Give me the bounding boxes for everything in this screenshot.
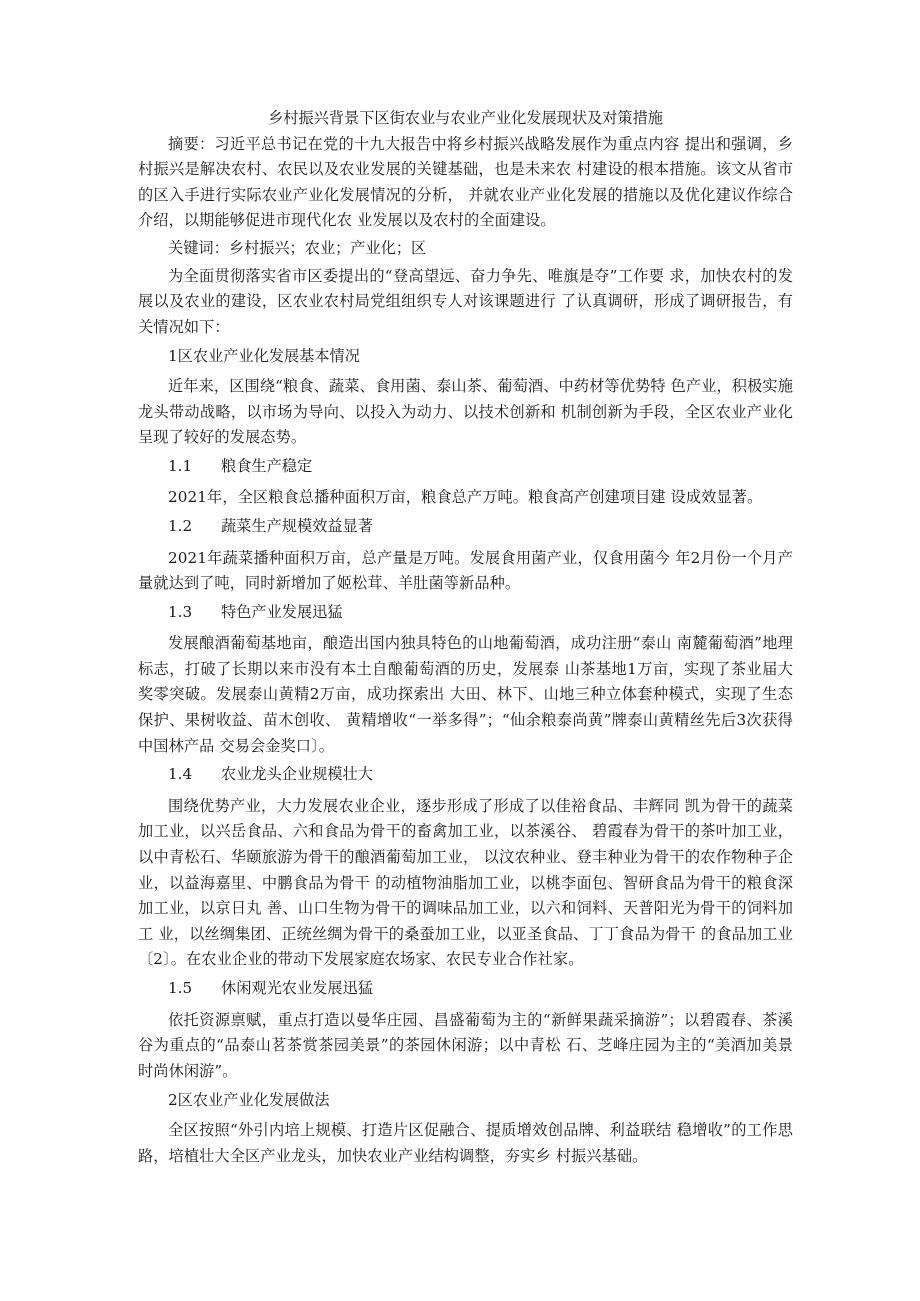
subsection-1-4-paragraph: 围绕优势产业，大力发展农业企业，逐步形成了形成了以佳裕食品、丰辉同 凯为骨干的蔬菜加工业，以兴岳食品、六和食品为骨干的畜禽加工业，以茶溪谷、 碧霞春为骨干的茶叶加工业，以中青松石、华颐旅游为骨干的酿酒葡萄加工业， 以汶农种业、登丰种业为骨干的农作物种子企业，以益海嘉里、中鹏食品为骨干 的动植物油脂加工业，以桃李面包、智研食品为骨干的粮食深加工业，以京日丸 善、山口生物为骨干的调味品加工业，以六和饲料、天普阳光为骨干的饲料加工 业，以丝绸集团、正统丝绸为骨干的桑蚕加工业，以亚圣食品、丁丁食品为骨干 的食品加工业〔2〕。在农业企业的带动下发展家庭农场家、农民专业合作社家。: [138, 796, 793, 969]
intro-paragraph: 为全面贯彻落实省市区委提出的“登高望远、奋力争先、唯旗是夺”工作要 求，加快农村的发展以及农业的建设，区农业农村局党组组织专人对该课题进行 了认真调研，形成了调研报告，有关情况如下：: [138, 266, 793, 336]
section-1-paragraph: 近年来，区围绕“粮食、蔬菜、食用菌、泰山茶、葡萄酒、中药材等优势特 色产业，积极实施龙头带动战略，以市场为导向、以投入为动力、以技术创新和 机制创新为手段，全区农业产业化呈现了较好的发展态势。: [138, 376, 793, 447]
subsection-title: 粮食生产稳定: [221, 456, 313, 475]
subsection-number: 1.2: [168, 516, 193, 535]
subsection-title: 蔬菜生产规模效益显著: [221, 516, 373, 535]
subsection-1-2-heading: [138, 514, 793, 540]
subsection-1-5-heading: [138, 976, 793, 1002]
subsection-1-3-paragraph: 发展酿酒葡萄基地亩，酿造出国内独具特色的山地葡萄酒，成功注册“泰山 南麓葡萄酒”地理标志，打破了长期以来市没有本土自酿葡萄酒的历史，发展泰 山茶基地1万亩，实现了茶业届大奖零突破。发展泰山黄精2万亩，成功探索出 大田、林下、山地三种立体套种模式，实现了生态保护、果树收益、苗木创收、 黄精增收“一举多得”；“仙余粮泰尚黄”牌泰山黄精丝先后3次获得中国林产品 交易会金奖口〕。: [138, 634, 793, 755]
subsection-number: 1.5: [168, 979, 193, 997]
abstract-paragraph: 摘要：习近平总书记在党的十九大报告中将乡村振兴战略发展作为重点内容 提出和强调，乡村振兴是解决农村、农民以及农业发展的关键基础，也是未来农 村建设的根本措施。该文从省市的区入手进行实际农业产业化发展情况的分析， 并就农业产业化发展的措施以及优化建议作综合介绍，以期能够促进市现代化农 业发展以及农村的全面建设。: [138, 134, 793, 230]
document-title: 乡村振兴背景下区街农业与农业产业化发展现状及对策措施: [268, 109, 663, 127]
keywords-line: 关键词：乡村振兴；农业；产业化；区: [168, 238, 427, 257]
subsection-number: 1.3: [168, 602, 193, 621]
subsection-1-2-paragraph: 2021年蔬菜播种面积万亩，总产量是万吨。发展食用菌产业，仅食用菌今 年2月份一个月产量就达到了吨，同时新增加了姬松茸、羊肚菌等新品种。: [138, 548, 793, 593]
section-1-heading: 1区农业产业化发展基本情况: [168, 347, 360, 366]
subsection-number: 1.4: [168, 765, 193, 784]
section-2-paragraph: 全区按照“外引内培上规模、打造片区促融合、提质增效创品牌、利益联结 稳增收”的工作思路，培植壮大全区产业龙头，加快农业产业结构调整，夯实乡 村振兴基础。: [138, 1120, 793, 1165]
subsection-1-4-heading: [138, 762, 793, 788]
subsection-title: 特色产业发展迅猛: [221, 602, 343, 621]
subsection-title: 休闲观光农业发展迅猛: [221, 979, 373, 997]
section-2-heading: 2区农业产业化发展做法: [168, 1091, 330, 1110]
document-page: [138, 106, 793, 1169]
subsection-1-5-paragraph: 依托资源禀赋，重点打造以曼华庄园、昌盛葡萄为主的“新鲜果蔬采摘游”；以碧霞春、茶溪谷为重点的“品泰山茗茶赏茶园美景”的茶园休闲游；以中青松 石、芝峰庄园为主的“美酒加美景时尚休闲游”。: [138, 1010, 793, 1080]
subsection-1-1-paragraph: 2021年，全区粮食总播种面积万亩，粮食总产万吨。粮食高产创建项目建 设成效显著。: [168, 488, 763, 507]
subsection-1-1-heading: [138, 454, 793, 480]
subsection-number: 1.1: [168, 456, 193, 475]
subsection-1-3-heading: [138, 600, 793, 626]
subsection-title: 农业龙头企业规模壮大: [221, 765, 373, 784]
